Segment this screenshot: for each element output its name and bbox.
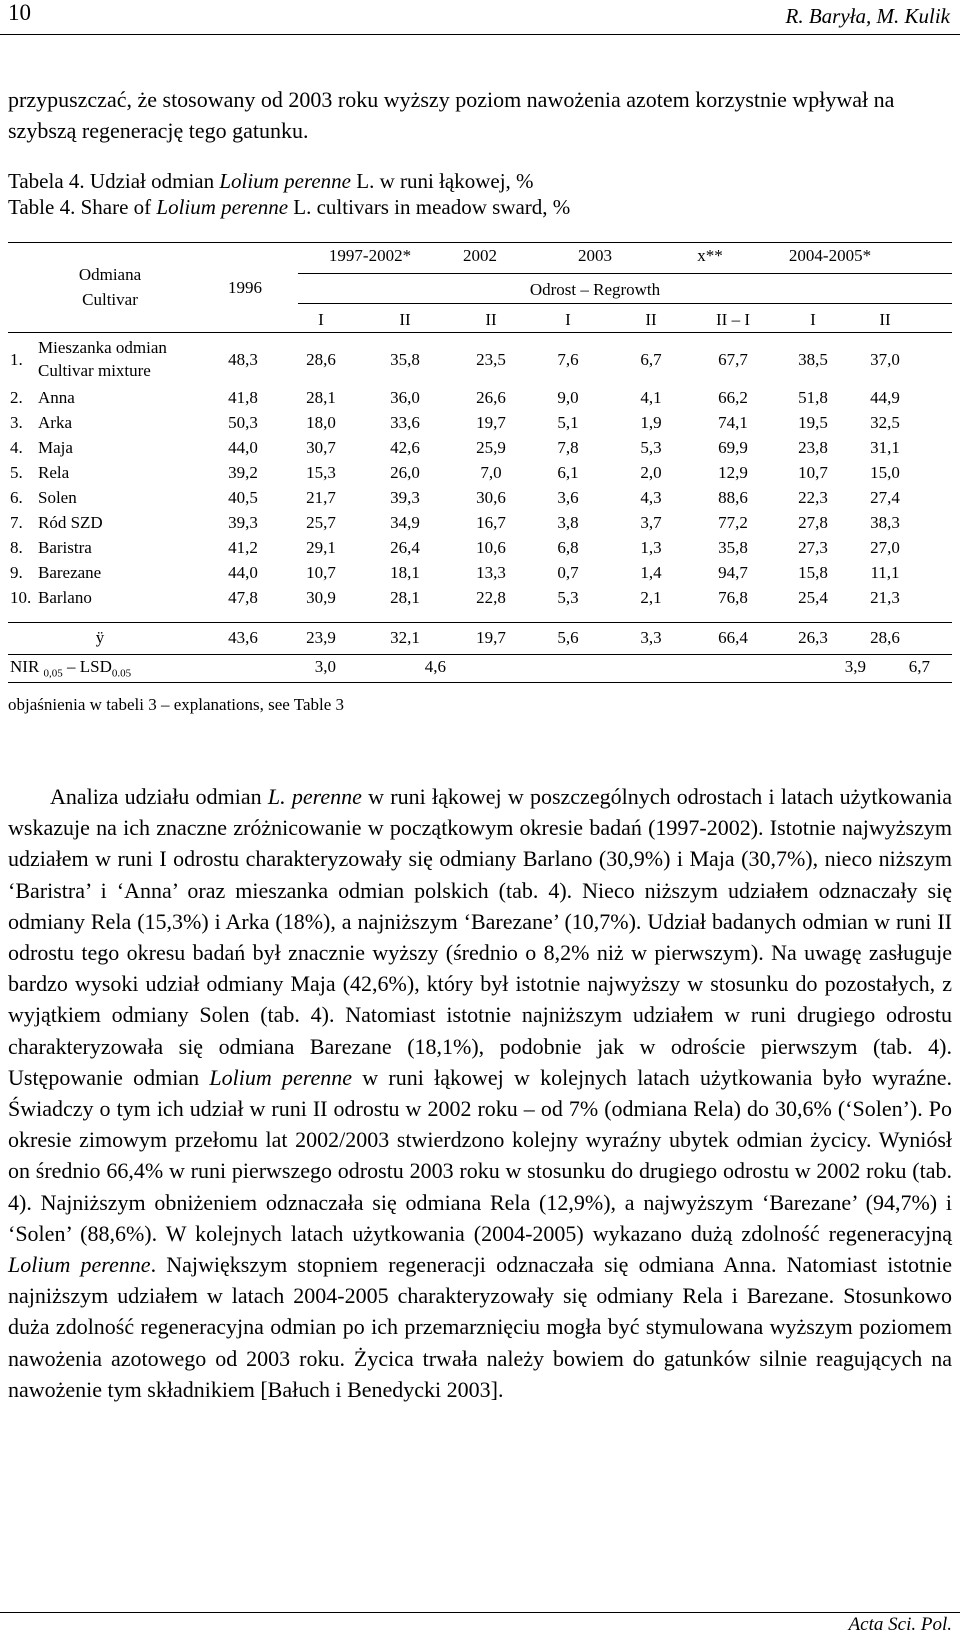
table-cell: 37,0 <box>870 350 900 369</box>
table-cell: 19,5 <box>798 413 828 432</box>
table-cell: 22,3 <box>798 488 828 507</box>
cultivar-name: Barezane <box>38 563 102 582</box>
table-cell: 15,0 <box>870 463 900 482</box>
table-cell: 39,3 <box>390 488 420 507</box>
row-number: 3. <box>10 413 23 432</box>
table-cell: 13,3 <box>476 563 506 582</box>
table-cell: 23,8 <box>798 438 828 457</box>
mean-cell: 32,1 <box>390 628 420 647</box>
mean-cell: 3,3 <box>640 628 662 647</box>
table-cell: 67,7 <box>718 350 748 369</box>
regrowth-label: Odrost – Regrowth <box>529 280 661 299</box>
table-cell: 4,3 <box>640 488 662 507</box>
table-cell: 30,7 <box>306 438 336 457</box>
row-number: 1. <box>10 350 23 369</box>
table-cell: 41,2 <box>228 538 258 557</box>
table-cell: 94,7 <box>718 563 748 582</box>
table-cell: 1,3 <box>640 538 662 557</box>
row-number: 5. <box>10 463 23 482</box>
row-number: 7. <box>10 513 23 532</box>
table-cell: 25,4 <box>798 588 828 607</box>
table-year-rule <box>298 273 952 274</box>
table-cell: 0,7 <box>557 563 579 582</box>
table-cell: 6,1 <box>557 463 579 482</box>
caption-pl-suffix: L. w runi łąkowej, % <box>351 169 534 193</box>
table-cell: 41,8 <box>228 388 258 407</box>
table-caption-pl <box>8 168 534 194</box>
table-cell: 44,0 <box>228 438 258 457</box>
body-paragraph <box>8 781 952 1405</box>
cultivar-name: Barlano <box>38 588 92 607</box>
table-cell: 4,1 <box>640 388 662 407</box>
table-cell: 27,8 <box>798 513 828 532</box>
table-top-rule <box>8 242 952 243</box>
table-cell: 27,3 <box>798 538 828 557</box>
table-cell: 44,0 <box>228 563 258 582</box>
table-cell: 66,2 <box>718 388 748 407</box>
lsd-value-3: 3,9 <box>844 657 866 676</box>
regrowth-number: I <box>318 310 324 329</box>
table-regrowth-rule <box>298 303 952 304</box>
table-caption-en <box>8 194 570 220</box>
table-cell: 15,8 <box>798 563 828 582</box>
lsd-value-4: 6,7 <box>908 657 930 676</box>
table-cell: 7,6 <box>557 350 579 369</box>
cultivar-name-en: Cultivar mixture <box>38 361 151 380</box>
table-cell: 47,8 <box>228 588 258 607</box>
table-cell: 1,4 <box>640 563 662 582</box>
table-cell: 3,7 <box>640 513 662 532</box>
lsd-sub-nir: 0,05 <box>43 667 63 680</box>
table-cell: 2,1 <box>640 588 662 607</box>
header-rule <box>0 34 960 35</box>
table-cell: 23,5 <box>476 350 506 369</box>
table-cell: 3,6 <box>557 488 579 507</box>
table-cell: 30,6 <box>476 488 506 507</box>
lsd-label-nir: NIR <box>10 657 44 676</box>
table-cell: 22,8 <box>476 588 506 607</box>
table-cell: 76,8 <box>718 588 748 607</box>
mean-cell: 23,9 <box>306 628 336 647</box>
regrowth-number: II – I <box>716 310 750 329</box>
cultivar-name: Rela <box>38 463 70 482</box>
table-cell: 3,8 <box>557 513 579 532</box>
row-number: 9. <box>10 563 23 582</box>
table-cell: 31,1 <box>870 438 900 457</box>
row-number: 4. <box>10 438 23 457</box>
caption-pl-species: Lolium perenne <box>219 169 351 193</box>
table-cell: 51,8 <box>798 388 828 407</box>
table-cell: 21,7 <box>306 488 336 507</box>
regrowth-number: I <box>565 310 571 329</box>
mean-cell: 5,6 <box>557 628 579 647</box>
footer-rule <box>0 1612 960 1613</box>
cultivar-name: Mieszanka odmian <box>38 338 167 357</box>
table-cell: 12,9 <box>718 463 748 482</box>
lsd-label <box>10 657 131 683</box>
cultivar-name: Ród SZD <box>38 513 103 532</box>
table-mean-rule <box>8 622 952 623</box>
table-cell: 25,9 <box>476 438 506 457</box>
table-cell: 74,1 <box>718 413 748 432</box>
table-cell: 16,7 <box>476 513 506 532</box>
table-cell: 27,0 <box>870 538 900 557</box>
running-head-authors: R. Baryła, M. Kulik <box>785 4 950 28</box>
lsd-label-lsd: – LSD <box>62 657 112 676</box>
table-cell: 28,6 <box>306 350 336 369</box>
body-part-4: . Największym stopniem regeneracji odznaczała się odmiana Anna. Natomiast istotnie najniższym udziałem w latach 2004-2005 charakteryzowały się odmiany Rela i Barezane. Stosunkowo duża zdolność regeneracyjna odmian po ich przemarznięciu mogła być stymulowana wyższym poziomem nawożenia azotowego od 2003 roku. Życica trwała należy bowiem do gatunków silnie reagujących na nawożenie tym składnikiem [Bałuch i Benedycki 2003]. <box>8 1252 952 1402</box>
table-cell: 6,7 <box>640 350 662 369</box>
table-cell: 5,1 <box>557 413 579 432</box>
mean-cell: 43,6 <box>228 628 258 647</box>
table-cell: 38,5 <box>798 350 828 369</box>
journal-name: Acta Sci. Pol. <box>848 1614 952 1635</box>
table-cell: 35,8 <box>718 538 748 557</box>
table-cell: 77,2 <box>718 513 748 532</box>
caption-en-species: Lolium perenne <box>156 195 289 219</box>
table-cell: 26,6 <box>476 388 506 407</box>
lsd-value-1: 3,0 <box>314 657 336 676</box>
body-species-3: Lolium perenne <box>8 1252 151 1278</box>
year-2003: 2003 <box>578 246 612 265</box>
table-cell: 32,5 <box>870 413 900 432</box>
table-cell: 40,5 <box>228 488 258 507</box>
table-cell: 69,9 <box>718 438 748 457</box>
table-cell: 34,9 <box>390 513 420 532</box>
caption-en-prefix: Table 4. Share of <box>8 195 157 219</box>
col-header-en: Cultivar <box>82 290 138 309</box>
year-2004-2005: 2004-2005* <box>788 246 872 265</box>
regrowth-number: II <box>485 310 497 329</box>
table-cell: 10,7 <box>798 463 828 482</box>
regrowth-number: II <box>879 310 891 329</box>
cultivar-name: Anna <box>38 388 75 407</box>
table-cell: 39,3 <box>228 513 258 532</box>
table-cell: 9,0 <box>557 388 579 407</box>
table-cell: 28,1 <box>390 588 420 607</box>
table-cell: 30,9 <box>306 588 336 607</box>
row-number: 2. <box>10 388 23 407</box>
table-cell: 15,3 <box>306 463 336 482</box>
table-cell: 5,3 <box>557 588 579 607</box>
table-cell: 33,6 <box>390 413 420 432</box>
body-species-2: Lolium perenne <box>209 1064 353 1090</box>
table-cell: 7,8 <box>557 438 579 457</box>
row-number: 10. <box>10 588 32 607</box>
table-cell: 88,6 <box>718 488 748 507</box>
table-cell: 36,0 <box>390 388 420 407</box>
mean-cell: 66,4 <box>718 628 748 647</box>
body-part-1: Analiza udziału odmian <box>50 784 268 809</box>
table-cell: 11,1 <box>870 563 900 582</box>
cultivar-name: Baristra <box>38 538 92 557</box>
page-number: 10 <box>8 0 31 25</box>
mean-cell: 26,3 <box>798 628 828 647</box>
table-cell: 44,9 <box>870 388 900 407</box>
cultivar-name: Maja <box>38 438 73 457</box>
table-cell: 42,6 <box>390 438 420 457</box>
row-number: 6. <box>10 488 23 507</box>
table-cell: 7,0 <box>480 463 502 482</box>
caption-en-suffix: L. cultivars in meadow sward, % <box>288 195 571 219</box>
table-cell: 18,1 <box>390 563 420 582</box>
regrowth-number: II <box>645 310 657 329</box>
table-cell: 35,8 <box>390 350 420 369</box>
table-bottom-rule <box>8 682 952 683</box>
table-cell: 21,3 <box>870 588 900 607</box>
table-cell: 26,0 <box>390 463 420 482</box>
table-cell: 18,0 <box>306 413 336 432</box>
year-2002: 2002 <box>463 246 497 265</box>
body-part-3: w runi łąkowej w kolejnych latach użytkowania było wyraźne. Świadczy o tym ich udział w runi II odrostu w 2002 roku – od 7% (odmiana Rela) do 30,6% (‘Solen’). Po okresie zimowym przełomu lat 2002/2003 stwierdzono kolejny wyraźny ubytek odmian życicy. Wyniósł on średnio 66,4% w runi pierwszego odrostu 2003 roku w stosunku do drugiego odrostu w 2002 roku (tab. 4). Najniższym obniżeniem odznaczała się odmiana Rela (12,9%), a najwyższym ‘Barezane’ (94,7%) i ‘Solen’ (88,6%). W kolejnych latach użytkowania (2004-2005) wykazano dużą zdolność regeneracyjną <box>8 1064 953 1246</box>
table-cell: 5,3 <box>640 438 662 457</box>
table-cell: 50,3 <box>228 413 258 432</box>
table-cell: 25,7 <box>306 513 336 532</box>
table-header-bottom-rule <box>8 332 952 333</box>
table-cell: 27,4 <box>870 488 900 507</box>
mean-cell: 28,6 <box>870 628 900 647</box>
table-lsd-rule <box>8 654 952 655</box>
mean-cell: 19,7 <box>476 628 506 647</box>
col-header-pl: Odmiana <box>78 265 142 284</box>
table-cell: 10,7 <box>306 563 336 582</box>
body-part-2: w runi łąkowej w poszczególnych odrostach i latach użytkowania wskazuje na ich znaczne zróżnicowanie w początkowym okresie badań (1997-2002). Istotnie najwyższym udziałem w runi I odrostu charakteryzowały się odmiany Barlano (30,9%) i Maja (30,7%), nieco niższym ‘Baristra’ i ‘Anna’ oraz mieszanka odmian polskich (tab. 4). Nieco niższym udziałem odznaczały się odmiany Rela (15,3%) i Arka (18%), a najniższym ‘Barezane’ (10,7%). Udział badanych odmian w runi II odrostu tego okresu badań był znacznie wyższy (średnio o 8,2% niż w pierwszym). Na uwagę zasługuje bardzo wysoki udział odmiany Maja (42,6%), który był istotnie najwyższy w stosunku do pozostałych, z wyjątkiem odmiany Solen (tab. 4). Natomiast istotnie najniższym udziałem w runi drugiego odrostu charakteryzowała się odmiana Barezane (18,1%), podobnie jak w odroście pierwszym (tab. 4). Ustępowanie odmian <box>8 784 952 1090</box>
year-1997-2002: 1997-2002* <box>328 246 412 265</box>
table-cell: 19,7 <box>476 413 506 432</box>
col-header-1996: 1996 <box>228 278 262 297</box>
cultivar-name: Solen <box>38 488 77 507</box>
table-cell: 26,4 <box>390 538 420 557</box>
table-cell: 1,9 <box>640 413 662 432</box>
lsd-value-2: 4,6 <box>424 657 446 676</box>
regrowth-number: I <box>810 310 816 329</box>
intro-paragraph: przypuszczać, że stosowany od 2003 roku wyższy poziom nawożenia azotem korzystnie wpływał na szybszą regenerację tego gatunku. <box>8 87 895 143</box>
table-cell: 48,3 <box>228 350 258 369</box>
table-cell: 6,8 <box>557 538 579 557</box>
table-cell: 29,1 <box>306 538 336 557</box>
year-x: x** <box>697 246 723 265</box>
body-species-1: L. perenne <box>267 784 362 809</box>
cultivar-name: Arka <box>38 413 72 432</box>
table-cell: 39,2 <box>228 463 258 482</box>
table-cell: 38,3 <box>870 513 900 532</box>
table-footnote: objaśnienia w tabeli 3 – explanations, see Table 3 <box>8 695 345 714</box>
table-cell: 2,0 <box>640 463 662 482</box>
lsd-sub-lsd: 0.05 <box>111 667 132 680</box>
table-cell: 10,6 <box>476 538 506 557</box>
caption-pl-prefix: Tabela 4. Udział odmian <box>8 169 220 193</box>
regrowth-number: II <box>399 310 411 329</box>
row-number: 8. <box>10 538 23 557</box>
table-cell: 28,1 <box>306 388 336 407</box>
mean-label: ÿ <box>95 628 105 647</box>
